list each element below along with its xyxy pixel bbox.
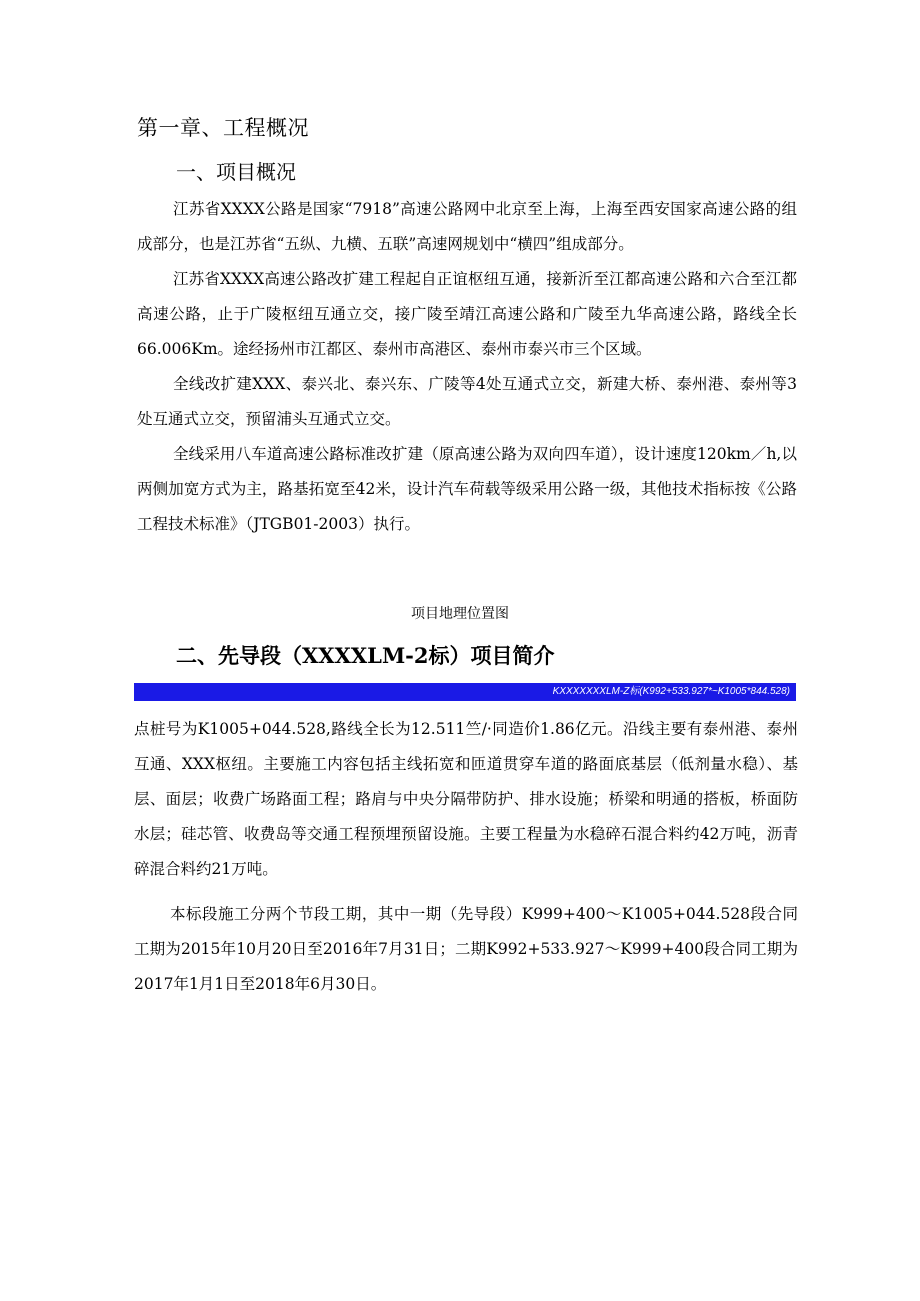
chapter-title: 第一章、工程概况 <box>137 116 309 140</box>
figure-caption: 项目地理位置图 <box>411 606 509 622</box>
paragraph-schedule: 本标段施工分两个节段工期，其中一期（先导段）K999+400～K1005+044.528段合同工期为2015年10月20日至2016年7月31日；二期K992+533.927～K999+400段合同工期为2017年1月1日至2018年6月30日。 <box>134 905 798 993</box>
paragraph-design-standards: 全线采用八车道高速公路标准改扩建（原高速公路为双向四车道），设计速度120km／h,以两侧加宽方式为主，路基拓宽至42米，设计汽车荷载等级采用公路一级，其他技术指标按《公路工程技术标准》（JTGB01-2003）执行。 <box>137 445 797 533</box>
paragraph-project-route: 江苏省XXXX高速公路改扩建工程起自正谊枢纽互通，接新沂至江都高速公路和六合至江都高速公路，止于广陵枢纽互通立交，接广陵至靖江高速公路和广陵至九华高速公路，路线全长66.006Km。途经扬州市江都区、泰州市高港区、泰州市泰兴市三个区域。 <box>137 270 797 358</box>
paragraph-scope-of-work: 点桩号为K1005+044.528,路线全长为12.511竺/·同造价1.86亿元。沿线主要有泰州港、泰州互通、XXX枢纽。主要施工内容包括主线拓宽和匝道贯穿车道的路面底基层（低剂量水稳）、基层、面层；收费广场路面工程；路肩与中央分隔带防护、排水设施；桥梁和明通的搭板，桥面防水层；硅芯管、收费岛等交通工程预埋预留设施。主要工程量为水稳碎石混合料约42万吨，沥青碎混合料约21万吨。 <box>134 720 798 878</box>
section-title-project-overview: 一、项目概况 <box>176 160 296 184</box>
paragraph-interchanges: 全线改扩建XXX、泰兴北、泰兴东、广陵等4处互通式立交，新建大桥、泰州港、泰州等3处互通式立交，预留浦头互通式立交。 <box>137 375 797 428</box>
paragraph-highway-network: 江苏省XXXX公路是国家“7918”高速公路网中北京至上海，上海至西安国家高速公路的组成部分，也是江苏省“五纵、九横、五联”高速网规划中“横四”组成部分。 <box>137 200 797 253</box>
banner-text: KXXXXXXXLM-Z标(K992+533.927*~K1005*844.528) <box>552 686 790 697</box>
section-banner <box>134 683 796 701</box>
section-title-pilot-segment: 二、先导段（XXXXLM-2标）项目简介 <box>176 643 555 668</box>
